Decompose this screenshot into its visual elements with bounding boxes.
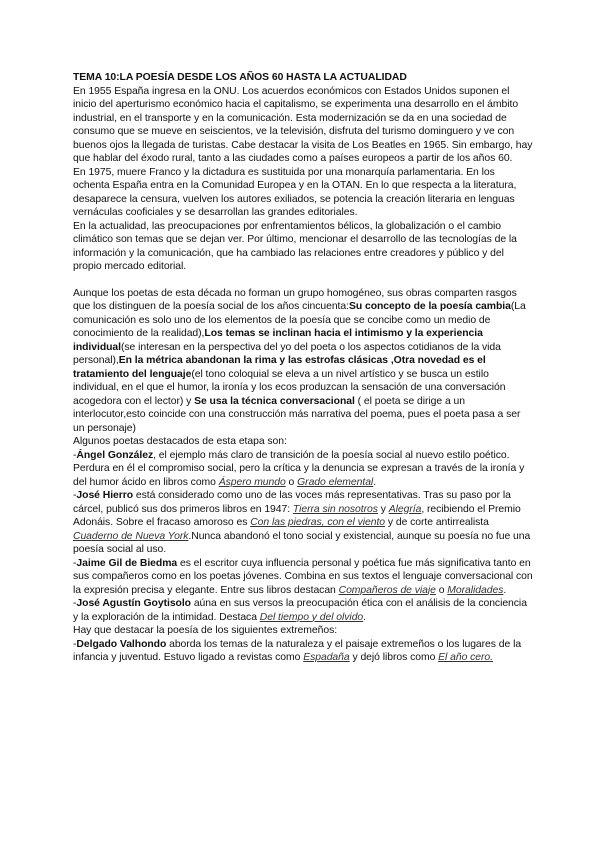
- poet-text: , el ejemplo más claro de transición de la poesía social al nuevo estilo poético. Perdura en él el compromiso social, pero la crítica y la denuncia se expresan a través de la ironía y del humor ácido en libros como: [73, 449, 525, 488]
- poet-text: o: [435, 584, 448, 596]
- feature-metrics-language: En la métrica abandonan la rima y las estrofas clásicas ,Otra novedad es el tratamiento del lenguaje: [73, 355, 486, 380]
- poet-valhondo: [73, 638, 533, 665]
- poet-text: y: [377, 503, 389, 515]
- intro-paragraph-1: En 1955 España ingresa en la ONU. Los acuerdos económicos con Estados Unidos suponen el inicio del aperturismo económico hacia el capitalismo, se experimenta una desarrollo en el ámbito industrial, en el transporte y en la comunicación. Esta modernización se da en una sociedad de consumo que se mueve en seiscientos, ve la televisión, disfruta del turismo dominguero y ve con buenos ojos la llegada de turistas. Cabe destacar la visita de Los Beatles en 1965. Sin embargo, hay que hablar del éxodo rural, tanto a las ciudades como a países europeos a partir de los años 60.: [73, 85, 533, 164]
- poet-text: .: [503, 584, 507, 596]
- book-link[interactable]: Con las piedras, con el viento: [250, 517, 386, 528]
- poet-text: .Nunca abandonó el tono social y existencial, aunque su poesía no fue una poesía social al uso.: [73, 530, 531, 555]
- poet-text: aborda los temas de la naturaleza y el paisaje extremeños o los lugares de la infancia y juventud. Estuvo ligado a revistas como: [73, 638, 522, 663]
- list-dash: -: [73, 557, 77, 569]
- features-text-5: ( el poeta se dirige a un interlocutor,esto coincide con una construcción más narrativa del poema, pues el poeta pasa a ser un personaje): [73, 395, 521, 434]
- poet-name: José Hierro: [76, 490, 134, 501]
- book-link[interactable]: Espadaña: [303, 652, 350, 663]
- poet-text: está considerado como uno de las voces más representativas. Tras su paso por la cárcel, publicó sus dos primeros libros en 1947:: [73, 490, 511, 515]
- list-dash: -: [73, 490, 77, 501]
- poet-text: es el escritor cuya influencia personal y poética fue más significativa tanto en sus compañeros como en los poetas jóvenes. Combina en sus textos el lenguaje conversacional con la expresión precisa y elegante. Entre sus libros destacan: [73, 557, 533, 596]
- book-link[interactable]: Compañeros de viaje: [338, 584, 436, 596]
- poet-text: .: [373, 476, 377, 488]
- poet-name: Delgado Valhondo: [76, 638, 167, 650]
- features-text-1: Aunque los poetas de esta década no forman un grupo homogéneo, sus obras comparten rasgos que los distinguen de la poesía social de los años cincuenta:: [73, 287, 517, 312]
- feature-concept: Su concepto de la poesía cambia: [348, 301, 511, 312]
- book-link[interactable]: El año cero.: [438, 652, 493, 663]
- poet-text: y de corte antirrealista: [385, 517, 489, 528]
- document-page: [73, 71, 533, 665]
- feature-conversational: Se usa la técnica conversacional: [194, 395, 355, 407]
- features-text-3: (se interesan en la perspectiva del yo del poeta o los aspectos cotidianos de la vida personal),: [73, 341, 501, 366]
- list-dash: -: [73, 449, 77, 461]
- poet-text: .: [363, 611, 366, 623]
- poet-text: , recibiendo el Premio Adonáis. Sobre el fracaso amoroso es: [73, 503, 521, 528]
- book-link[interactable]: Áspero mundo: [218, 476, 286, 488]
- poet-hierro: [73, 489, 533, 557]
- list-dash: -: [73, 638, 77, 650]
- poet-gonzalez: [73, 449, 533, 490]
- features-text-4: (el tono coloquial se eleva a un nivel artístico y se busca un estilo individual, en el que el humor, la ironía y los ecos produzcan la sensación de una conversación acogedora con el lector) y: [73, 368, 506, 407]
- intro-paragraph-2: En 1975, muere Franco y la dictadura es sustituida por una monarquía parlamentaria. En los ochenta España entra en la Comunidad Europea y en la OTAN. En lo que respecta a la literatura, desaparece la censura, vuelven los autores exiliados, se potencia la creación literaria en lenguas vernáculas cooficiales y se desarrollan las grandes editoriales.: [73, 166, 517, 218]
- book-link[interactable]: Grado elemental: [297, 476, 374, 488]
- poet-name: Ángel González: [76, 449, 154, 461]
- book-link[interactable]: Del tiempo y del olvido: [259, 611, 364, 623]
- intro-paragraph-3: En la actualidad, las preocupaciones por enfrentamientos bélicos, la globalización o el cambio climático son temas que se dejan ver. Por último, mencionar el desarrollo de las tecnologías de la información y la comunicación, que ha cambiado las relaciones entre creadores y público y del propio mercado editorial.: [73, 220, 517, 272]
- features-text-2: (La comunicación es solo uno de los elementos de la poesía que se concibe como un medio de conocimiento de la realidad),: [73, 301, 526, 339]
- poet-text: y dejó libros como: [349, 652, 439, 663]
- feature-themes: Los temas se inclinan hacia el intimismo y la experiencia individual: [73, 328, 483, 353]
- extremenos-intro: Hay que destacar la poesía de los siguientes extremeños:: [73, 625, 338, 636]
- list-dash: -: [73, 598, 77, 609]
- poet-biedma: [73, 557, 533, 598]
- paragraph-gap: [73, 274, 533, 287]
- poet-text: aúna en sus versos la preocupación ética con el análisis de la conciencia y la exploración de la intimidad. Destaca: [73, 598, 527, 623]
- book-link[interactable]: Tierra sin nosotros: [292, 503, 378, 515]
- poet-goytisolo: [73, 597, 533, 624]
- features-paragraph: [73, 287, 533, 436]
- page-title: TEMA 10:LA POESÍA DESDE LOS AÑOS 60 HASTA LA ACTUALIDAD: [73, 72, 407, 83]
- poet-text: o: [285, 476, 298, 488]
- book-link[interactable]: Cuaderno de Nueva York: [73, 530, 189, 542]
- poets-intro: Algunos poetas destacados de esta etapa son:: [73, 436, 287, 447]
- book-link[interactable]: Moralidades: [447, 584, 504, 596]
- poet-name: Jaime Gil de Biedma: [76, 557, 178, 569]
- book-link[interactable]: Alegría: [388, 503, 422, 515]
- poet-name: José Agustín Goytisolo: [76, 598, 191, 609]
